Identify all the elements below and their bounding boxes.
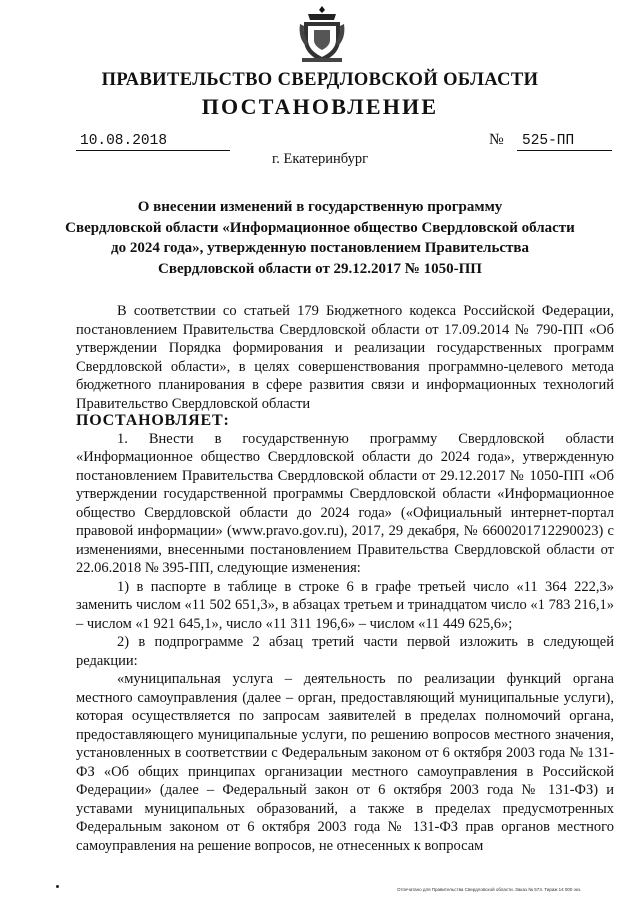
print-footer-note: Отпечатано для Правительства Свердловской области. Заказ № 573. Тираж 14 000 экз. [397,887,582,892]
document-type-title: ПОСТАНОВЛЕНИЕ [201,94,439,119]
subject-line: Свердловской области от 29.12.2017 № 1050-ПП [158,260,482,277]
print-mark [56,885,59,888]
city-name: г. Екатеринбург [271,151,369,167]
subject-line: до 2024 года», утвержденную постановлением Правительства [110,240,530,256]
subject-line: Свердловской области «Информационное общество Свердловской области [65,219,575,236]
coat-of-arms-emblem [298,4,346,64]
document-number: 525-ПП [517,133,612,151]
preamble-paragraph: В соответствии со статьей 179 Бюджетного кодекса Российской Федерации, постановлением Правительства Свердловской области от 17.09.2014 № 790-ПП «Об утверждении Порядка формирования и реализации государственных программ Свердловской области», в целях совершенствования программно-целевого метода бюджетного планирования в сфере развития связи и информационных технологий Правительство Свердловской области [76,303,614,412]
subitem-1-paragraph: 1) в паспорте в таблице в строке 6 в графе третьей число «11 364 222,3» заменить числом «11 502 651,3», в абзацах третьем и тринадцатом число «1 783 216,1» – числом «1 921 645,1», число «11 311 196,6» – числом «11 449 625,6»; [76,578,614,632]
document-date: 10.08.2018 [76,133,230,151]
document-body [76,302,614,855]
decree-word: ПОСТАНОВЛЯЕТ: [76,412,230,429]
quoted-definition-paragraph: «муниципальная услуга – деятельность по реализации функций органа местного самоуправления (далее – орган, предоставляющий муниципальные услуги), которая осуществляется по запросам заявителей в пределах полномочий органа, предоставляющего муниципальные услуги, по решению вопросов местного значения, установленных в соответствии с Федеральным законом от 6 октября 2003 года № 131-ФЗ «Об общих принципах организации местного самоуправления в Российской Федерации» (далее – Федеральный закон от 6 октября 2003 года № 131-ФЗ) и уставами муниципальных образований, а также в пределах предусмотренных Федеральным законом от 6 октября 2003 года № 131-ФЗ прав органов местного самоуправления на решение вопросов, не отнесенных к вопросам [76,671,614,854]
number-sign: № [489,131,504,148]
government-title: ПРАВИТЕЛЬСТВО СВЕРДЛОВСКОЙ ОБЛАСТИ [101,70,539,90]
subject-line: О внесении изменений в государственную программу [137,199,503,215]
document-subject [64,197,576,279]
item-1-paragraph: 1. Внести в государственную программу Свердловской области «Информационное общество Свердловской области до 2024 года», утвержденную постановлением Правительства Свердловской области от 29.12.2017 № 1050-ПП «Об утверждении государственной программы Свердловской области «Информационное общество Свердловской области до 2024 года» («Официальный интернет-портал правовой информации» (www.pravo.gov.ru), 2017, 29 декабря, № 6600201712290023) с изменениями, внесенными постановлением Правительства Свердловской области от 22.06.2018 № 395-ПП, следующие изменения: [76,430,614,576]
subitem-2-paragraph: 2) в подпрограмме 2 абзац третий части первой изложить в следующей редакции: [76,634,614,669]
